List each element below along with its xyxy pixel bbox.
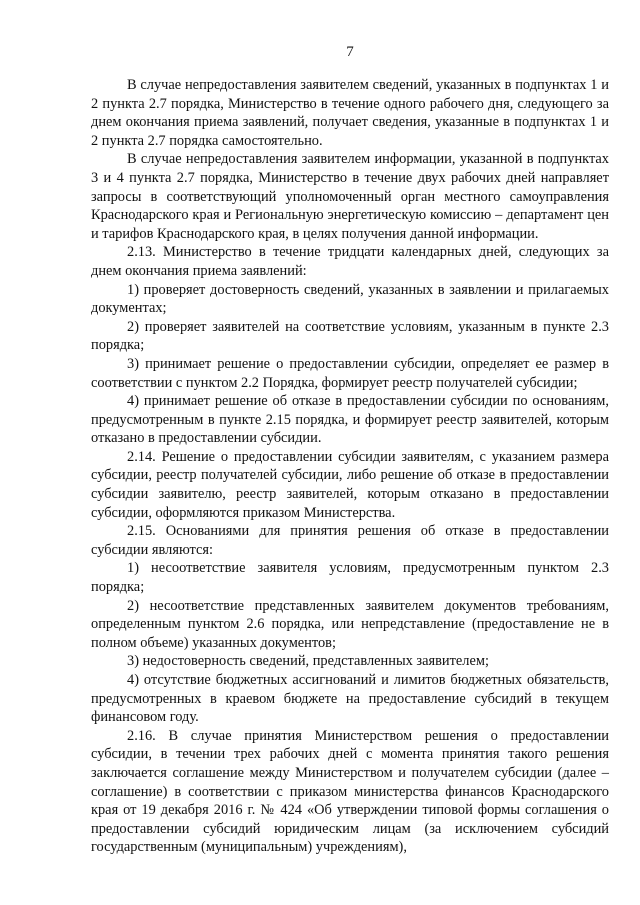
paragraph-2-15: 2.15. Основаниями для принятия решения об отказе в предоставлении субсидии являются: xyxy=(91,523,609,558)
paragraph-2-16: 2.16. В случае принятия Министерством решения о предоставлении субсидии, в течении трех рабочих дней с момента принятия такого решения заключается соглашение между Министерством и получателем субсидии (далее – соглашение) в соответствии с приказом министерства финансов Краснодарского края от 19 декабря 2016 г. № 424 «Об утверждении типовой формы соглашения о предоставлении субсидий юридическим лицам (за исключением субсидий государственным (муниципальным) учреждениям), xyxy=(91,727,609,856)
page-number: 7 xyxy=(346,44,354,60)
paragraph-2-15-item-3: 3) недостоверность сведений, представленных заявителем; xyxy=(127,653,489,670)
paragraph-2-13: 2.13. Министерство в течение тридцати календарных дней, следующих за днем окончания приема заявлений: xyxy=(91,244,609,279)
paragraph-2-15-item-2: 2) несоответствие представленных заявителем документов требованиям, определенным пунктом 2.6 порядка, или непредставление (предоставление не в полном объеме) указанных документов; xyxy=(91,597,609,651)
paragraph-2-15-item-4: 4) отсутствие бюджетных ассигнований и лимитов бюджетных обязательств, предусмотренных в краевом бюджете на предоставление субсидий в текущем финансовом году. xyxy=(91,672,609,726)
paragraph-unavailable-info-1-2: В случае непредоставления заявителем сведений, указанных в подпунктах 1 и 2 пункта 2.7 порядка, Министерство в течение одного рабочего дня, следующего за днем окончания приема заявлений, получает сведения, указанные в подпунктах 1 и 2 пункта 2.7 порядка самостоятельно. xyxy=(91,77,609,149)
paragraph-unavailable-info-3-4: В случае непредоставления заявителем информации, указанной в подпунктах 3 и 4 пункта 2.7 порядка, Министерство в течение двух рабочих дней направляет запросы в соответствующий уполномоченный орган местного самоуправления Краснодарского края и Региональную энергетическую комиссию – департамент цен и тарифов Краснодарского края, в целях получения данной информации. xyxy=(91,151,609,242)
paragraph-2-14: 2.14. Решение о предоставлении субсидии заявителям, с указанием размера субсидии, реестр получателей субсидии, либо решение об отказе в предоставлении субсидии заявителю, реестр заявителей, которым отказано в предоставлении субсидии, оформляются приказом Министерства. xyxy=(91,448,609,521)
paragraph-2-13-item-4: 4) принимает решение об отказе в предоставлении субсидии по основаниям, предусмотренным в пункте 2.15 порядка, и формирует реестр заявителей, которым отказано в предоставлении субсидии. xyxy=(91,393,609,447)
paragraph-2-15-item-1: 1) несоответствие заявителя условиям, предусмотренным пунктом 2.3 порядка; xyxy=(91,560,609,596)
paragraph-2-13-item-2: 2) проверяет заявителей на соответствие условиям, указанным в пункте 2.3 порядка; xyxy=(91,318,609,354)
paragraph-2-13-item-3: 3) принимает решение о предоставлении субсидии, определяет ее размер в соответствии с пунктом 2.2 Порядка, формирует реестр получателей субсидии; xyxy=(91,355,609,391)
paragraph-2-13-item-1: 1) проверяет достоверность сведений, указанных в заявлении и прилагаемых документах; xyxy=(91,281,609,317)
document-page xyxy=(91,43,609,857)
